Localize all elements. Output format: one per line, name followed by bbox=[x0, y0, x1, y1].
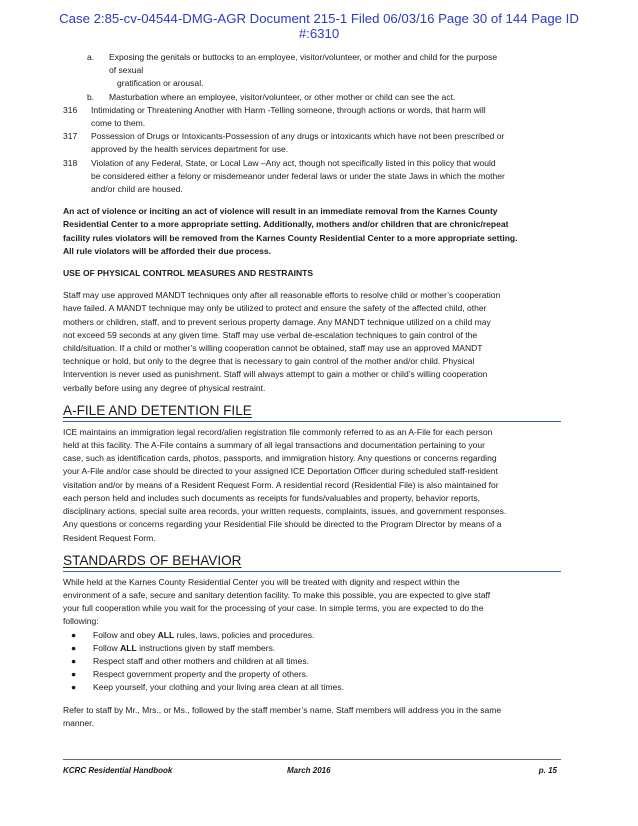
rule-line: Violation of any Federal, State, or Local Law –Any act, though not specifically listed in this policy that would bbox=[91, 157, 496, 168]
violence-notice-line: All rule violators will be afforded their due process. bbox=[63, 245, 272, 256]
rule-line: Intimidating or Threatening Another with Harm -Telling someone, through actions or words, that harm will bbox=[91, 104, 486, 115]
paragraph-line: Intervention is never used as punishment. Staff will always attempt to gain a mother or child’s willing cooperation bbox=[63, 369, 488, 380]
page-body bbox=[63, 51, 561, 730]
rule-line: come to them. bbox=[91, 118, 146, 129]
bullet-item bbox=[63, 629, 561, 642]
sub-item-line: gratification or arousal. bbox=[117, 78, 204, 89]
sub-item-a bbox=[63, 51, 561, 91]
sub-item-letter: a. bbox=[87, 52, 95, 62]
paragraph-line: Staff may use approved MANDT techniques only after all reasonable efforts to resolve child or mother’s cooperation bbox=[63, 290, 501, 301]
closing-paragraph bbox=[63, 704, 561, 730]
footer-divider bbox=[63, 759, 561, 760]
rule-line: Possession of Drugs or Intoxicants-Possession of any drugs or intoxicants which have not been prescribed or bbox=[91, 131, 505, 142]
filing-header-line-2: #:6310 bbox=[298, 26, 340, 41]
paragraph-line: held at this facility. The A-File contains a summary of all legal transactions and documentation pertaining to your bbox=[63, 440, 486, 451]
paragraph-line: following: bbox=[63, 616, 99, 627]
court-filing-header bbox=[0, 11, 638, 41]
filing-header-line-1: Case 2:85-cv-04544-DMG-AGR Document 215-1 Filed 06/03/16 Page 30 of 144 Page ID bbox=[59, 11, 579, 26]
paragraph-line: ICE maintains an immigration legal record/alien registration file commonly referred to as an A-File for each person bbox=[63, 426, 493, 437]
rule-text bbox=[91, 157, 541, 197]
bullet-icon: ● bbox=[71, 682, 77, 693]
rule-316 bbox=[63, 104, 561, 130]
paragraph-line: not exceed 59 seconds at any given time. Staff may use verbal de-escalation techniques to gain control of the bbox=[63, 329, 478, 340]
restraints-paragraph bbox=[63, 289, 561, 395]
footer-page-number: p. 15 bbox=[538, 766, 557, 775]
paragraph-line: While held at the Karnes County Residential Center you will be treated with dignity and respect within the bbox=[63, 576, 460, 587]
section-divider bbox=[63, 571, 561, 572]
behavior-section-title: STANDARDS OF BEHAVIOR bbox=[63, 552, 242, 568]
paragraph-line: mothers or children, staff, and to prevent serious property damage. Any MANDT technique utilized on a child may bbox=[63, 316, 491, 327]
bullet-item bbox=[63, 681, 561, 694]
violence-notice-line: An act of violence or inciting an act of violence will result in an immediate removal from the Karnes County bbox=[63, 206, 498, 217]
paragraph-line: child/situation. If a child or mother’s willing cooperation cannot be obtained, staff may use an approved MANDT bbox=[63, 343, 483, 354]
behavior-bullet-list bbox=[63, 629, 561, 695]
bullet-icon: ● bbox=[71, 655, 77, 666]
bullet-text: instructions given by staff members. bbox=[136, 642, 276, 653]
sub-item-text bbox=[109, 51, 529, 91]
rule-text bbox=[91, 130, 541, 156]
paragraph-line: your full cooperation while you wait for the processing of your case. In simple terms, you are expected to do the bbox=[63, 603, 484, 614]
rule-line: and/or child are housed. bbox=[91, 184, 183, 195]
rule-number: 318 bbox=[63, 157, 78, 168]
violence-notice bbox=[63, 205, 561, 258]
paragraph-line: Resident Request Form. bbox=[63, 532, 156, 543]
paragraph-line: manner. bbox=[63, 717, 94, 728]
paragraph-line: case, such as identification cards, photos, passports, and immigration history. Any questions or concerns regarding bbox=[63, 453, 497, 464]
bullet-item bbox=[63, 655, 561, 668]
rule-line: approved by the health services department for use. bbox=[91, 144, 289, 155]
bullet-icon: ● bbox=[71, 669, 77, 680]
paragraph-line: environment of a safe, secure and sanitary detention facility. To make this possible, you are expected to give staff bbox=[63, 589, 491, 600]
bullet-icon: ● bbox=[71, 642, 77, 653]
bullet-emphasis: ALL bbox=[120, 642, 137, 653]
bullet-text: Follow and obey bbox=[93, 629, 158, 640]
paragraph-line: verbally before using any degree of physical restraint. bbox=[63, 382, 266, 393]
bullet-text: Respect staff and other mothers and children at all times. bbox=[93, 655, 310, 666]
rule-318 bbox=[63, 157, 561, 197]
bullet-text: Follow bbox=[93, 642, 121, 653]
bullet-text: Respect government property and the property of others. bbox=[93, 669, 309, 680]
rule-number: 317 bbox=[63, 131, 78, 142]
bullet-item bbox=[63, 642, 561, 655]
violence-notice-line: Residential Center to a more appropriate setting. Additionally, mothers and/or children that are chronic/repeat bbox=[63, 219, 509, 230]
footer-handbook-title: KCRC Residential Handbook bbox=[63, 766, 173, 775]
paragraph-line: technique or hold, but only to the degree that is necessary to gain control of the mother and/or child. Physical bbox=[63, 356, 475, 367]
bullet-text: Keep yourself, your clothing and your living area clean at all times. bbox=[93, 682, 344, 693]
rule-text bbox=[91, 104, 541, 130]
sub-item-line: Masturbation where an employee, visitor/volunteer, or other mother or child can see the act. bbox=[109, 91, 456, 102]
sub-item-line: of sexual bbox=[109, 65, 144, 76]
afile-paragraph bbox=[63, 426, 561, 545]
paragraph-line: each person held and includes such documents as receipts for funds/valuables and property, behavior reports, bbox=[63, 492, 480, 503]
paragraph-line: visitation and/or by means of a Resident Request Form. A residential record (Residential File) is also maintained for bbox=[63, 479, 499, 490]
violence-notice-line: facility rules violators will be removed from the Karnes County Residential Center to a more appropriate setting. bbox=[63, 232, 518, 243]
paragraph-line: Refer to staff by Mr., Mrs., or Ms., followed by the staff member’s name. Staff members will address you in the same bbox=[63, 704, 502, 715]
behavior-paragraph bbox=[63, 576, 561, 629]
bullet-icon: ● bbox=[71, 629, 77, 640]
restraints-heading: USE OF PHYSICAL CONTROL MEASURES AND RESTRAINTS bbox=[63, 268, 314, 279]
footer-date: March 2016 bbox=[287, 766, 331, 775]
sub-item-b bbox=[63, 91, 561, 104]
section-divider bbox=[63, 421, 561, 422]
sub-item-letter: b. bbox=[87, 91, 95, 102]
bullet-text: rules, laws, policies and procedures. bbox=[174, 629, 315, 640]
paragraph-line: your A-File and/or case should be directed to your assigned ICE Deportation Officer during scheduled staff-resident bbox=[63, 466, 498, 477]
rule-line: be considered either a felony or misdemeanor under federal laws or under the state Jaws in which the mother bbox=[91, 170, 505, 181]
bullet-item bbox=[63, 668, 561, 681]
sub-item-line: Exposing the genitals or buttocks to an employee, visitor/volunteer, or mother and child for the purpose bbox=[109, 52, 498, 62]
afile-section-title: A-FILE AND DETENTION FILE bbox=[63, 402, 252, 418]
paragraph-line: disciplinary actions, special suite area records, your written requests, complaints, issues, and government responses. bbox=[63, 506, 507, 517]
rule-number: 316 bbox=[63, 104, 78, 115]
paragraph-line: Any questions or concerns regarding your Residential File should be directed to the Program Director by means of a bbox=[63, 519, 502, 530]
bullet-emphasis: ALL bbox=[157, 629, 175, 640]
paragraph-line: have failed. A MANDT technique may only be utilized to protect and ensure the safety of the affected child, other bbox=[63, 303, 487, 314]
rule-317 bbox=[63, 130, 561, 156]
